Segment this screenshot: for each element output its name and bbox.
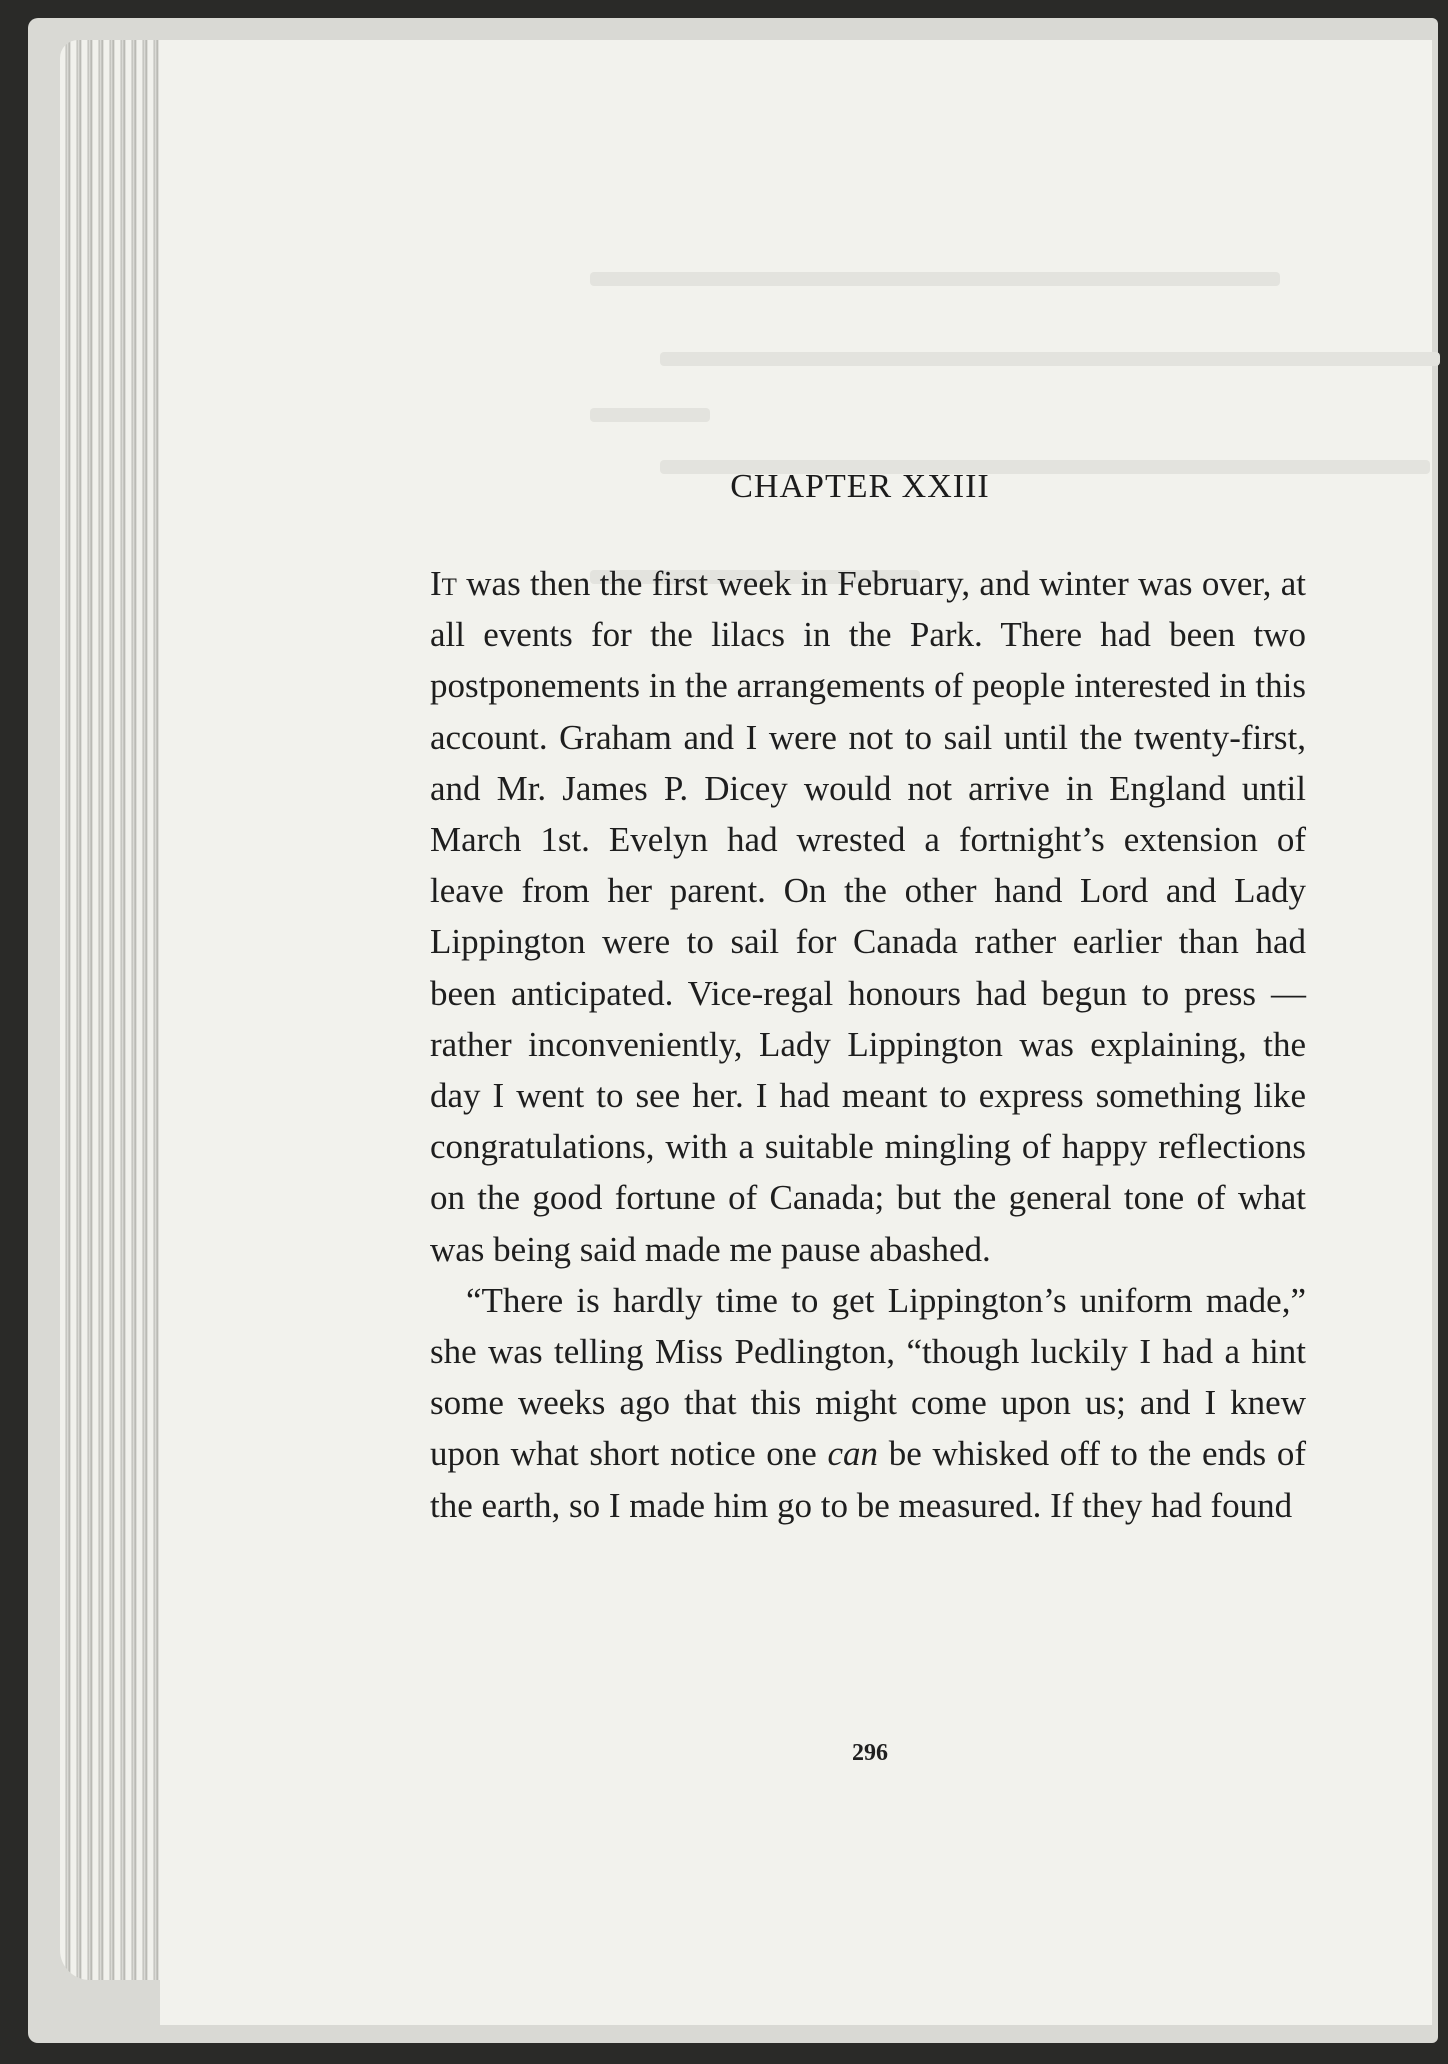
emphasis-word: can: [827, 1434, 879, 1474]
paragraph-text: was then the first week in February, and winter was over, at all events for the lilacs in the Park. There had been two postponements in the arrangements of people interested in this account. Graham and I were not to sail until the twenty-first, and Mr. James P. Dicey would not arrive in England until March 1st. Evelyn had wrested a fortnight’s extension of leave from her parent. On the other hand Lord and Lady Lippington were to sail for Canada rather earlier than had been anticipated. Vice-regal honours had begun to press — rather inconveniently, Lady Lippington was explaining, the day I went to see her. I had meant to express something like congratulations, with a suitable mingling of happy reflections on the good fortune of Canada; but the general tone of what was being said made me pause abashed.: [430, 564, 1306, 1269]
show-through-line: [590, 408, 710, 422]
paragraph-lead: It: [430, 564, 457, 603]
paragraph-text: be whisked off to the ends of the earth, so I made him go to be measured. If they had found: [430, 1434, 1306, 1525]
paragraph: [430, 558, 1306, 1275]
show-through-line: [660, 352, 1440, 366]
show-through-header: [590, 272, 1280, 286]
paragraph-text: “There is hardly time to get Lippington’s uniform made,” she was telling Miss Pedlington, “though luckily I had a hint some weeks ago that this might come upon us; and I knew upon what short notice one: [430, 1280, 1306, 1474]
chapter-title: CHAPTER XXIII: [730, 468, 990, 505]
paragraph: [430, 1275, 1306, 1531]
page-number: 296: [852, 1740, 888, 1766]
body-text: [430, 558, 1306, 1531]
